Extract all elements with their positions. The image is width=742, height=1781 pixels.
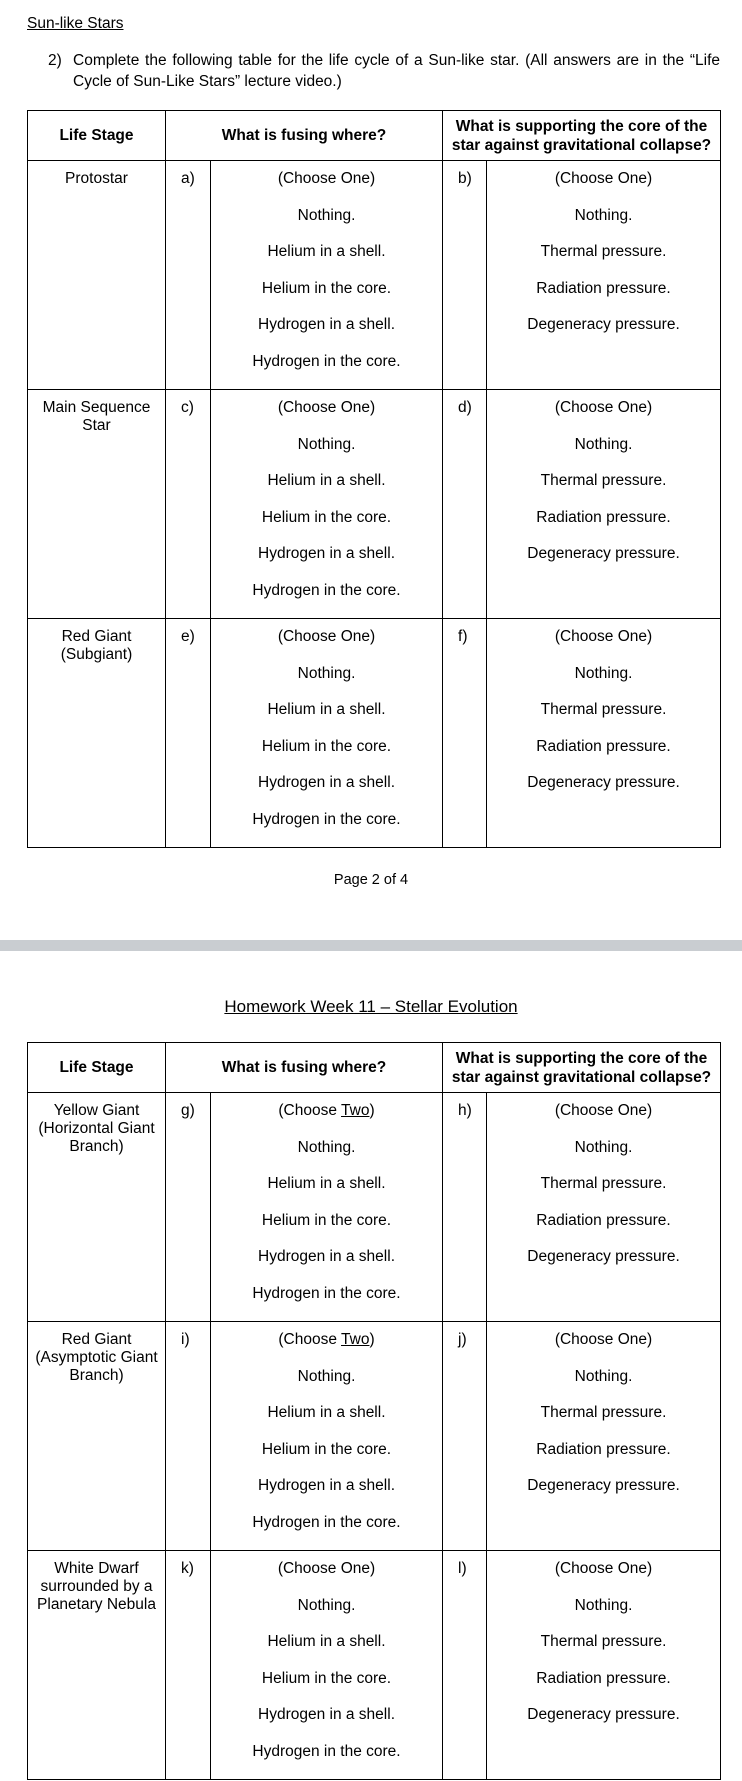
option-degeneracy-pressure[interactable]: Degeneracy pressure. — [527, 545, 680, 562]
answer-label: c) — [166, 390, 211, 619]
choose-instruction: (Choose One) — [554, 1331, 653, 1348]
option-helium-core[interactable]: Helium in the core. — [261, 737, 392, 755]
option-thermal-pressure[interactable]: Thermal pressure. — [540, 1633, 667, 1650]
answer-label: b) — [443, 161, 487, 390]
option-degeneracy-pressure[interactable]: Degeneracy pressure. — [527, 1248, 680, 1265]
support-options-cell — [487, 1551, 721, 1780]
question-2 — [48, 50, 720, 92]
choose-instruction: (Choose One) — [554, 399, 653, 416]
life-cycle-table-part-1 — [27, 110, 721, 848]
answer-label: l) — [443, 1551, 487, 1780]
table-header-row — [28, 1043, 721, 1093]
document-page-3 — [0, 951, 742, 1781]
option-helium-core[interactable]: Helium in the core. — [261, 1669, 392, 1687]
header-life-stage: Life Stage — [28, 111, 166, 161]
option-hydrogen-core[interactable]: Hydrogen in the core. — [252, 1513, 401, 1531]
life-stage-cell: White Dwarf surrounded by a Planetary Nebula — [28, 1551, 166, 1780]
table-row — [28, 1322, 721, 1551]
choose-instruction: (Choose One) — [277, 399, 376, 416]
answer-label: f) — [443, 619, 487, 848]
option-degeneracy-pressure[interactable]: Degeneracy pressure. — [527, 774, 680, 791]
option-hydrogen-shell[interactable]: Hydrogen in a shell. — [258, 774, 395, 791]
option-hydrogen-shell[interactable]: Hydrogen in a shell. — [258, 1706, 395, 1723]
table-row — [28, 390, 721, 619]
support-options-cell — [487, 1322, 721, 1551]
option-radiation-pressure[interactable]: Radiation pressure. — [536, 1211, 671, 1229]
section-heading: Sun-like Stars — [27, 15, 124, 32]
fusing-options-cell — [211, 161, 443, 390]
life-stage-cell: Protostar — [28, 161, 166, 390]
table-row — [28, 1551, 721, 1780]
option-degeneracy-pressure[interactable]: Degeneracy pressure. — [527, 316, 680, 333]
option-hydrogen-core[interactable]: Hydrogen in the core. — [252, 581, 401, 599]
answer-label: g) — [166, 1093, 211, 1322]
option-helium-core[interactable]: Helium in the core. — [261, 1211, 392, 1229]
option-nothing[interactable]: Nothing. — [574, 1138, 633, 1156]
choose-instruction — [211, 1102, 442, 1139]
choose-suffix: ) — [369, 1331, 375, 1348]
option-hydrogen-shell[interactable]: Hydrogen in a shell. — [258, 1477, 395, 1494]
option-helium-core[interactable]: Helium in the core. — [261, 1440, 392, 1458]
option-helium-core[interactable]: Helium in the core. — [261, 508, 392, 526]
option-thermal-pressure[interactable]: Thermal pressure. — [540, 701, 667, 718]
option-nothing[interactable]: Nothing. — [297, 206, 356, 224]
choose-suffix: ) — [369, 1102, 375, 1119]
table-row — [28, 619, 721, 848]
answer-label: i) — [166, 1322, 211, 1551]
option-radiation-pressure[interactable]: Radiation pressure. — [536, 1440, 671, 1458]
option-helium-shell[interactable]: Helium in a shell. — [267, 243, 386, 260]
choose-prefix: (Choose — [278, 1102, 342, 1119]
option-nothing[interactable]: Nothing. — [297, 1138, 356, 1156]
option-nothing[interactable]: Nothing. — [297, 435, 356, 453]
life-stage-cell: Red Giant (Asymptotic Giant Branch) — [28, 1322, 166, 1551]
choose-prefix: (Choose — [278, 1331, 342, 1348]
option-radiation-pressure[interactable]: Radiation pressure. — [536, 279, 671, 297]
life-cycle-table-part-2 — [27, 1042, 721, 1780]
life-stage-cell: Red Giant (Subgiant) — [28, 619, 166, 848]
answer-label: d) — [443, 390, 487, 619]
life-stage-cell: Yellow Giant (Horizontal Giant Branch) — [28, 1093, 166, 1322]
option-degeneracy-pressure[interactable]: Degeneracy pressure. — [527, 1477, 680, 1494]
question-text: Complete the following table for the life cycle of a Sun-like star. (All answers are in the “Life Cycle of Sun-Like Stars” lecture video.) — [73, 52, 720, 90]
option-helium-shell[interactable]: Helium in a shell. — [267, 1175, 386, 1192]
option-nothing[interactable]: Nothing. — [297, 664, 356, 682]
header-fusing: What is fusing where? — [166, 1043, 443, 1093]
option-hydrogen-core[interactable]: Hydrogen in the core. — [252, 352, 401, 370]
answer-label: a) — [166, 161, 211, 390]
fusing-options-cell — [211, 1093, 443, 1322]
option-radiation-pressure[interactable]: Radiation pressure. — [536, 1669, 671, 1687]
fusing-options-cell — [211, 619, 443, 848]
option-hydrogen-core[interactable]: Hydrogen in the core. — [252, 1284, 401, 1302]
header-support: What is supporting the core of the star against gravitational collapse? — [443, 111, 721, 161]
choose-instruction: (Choose One) — [277, 170, 376, 187]
question-number: 2) — [48, 52, 62, 69]
answer-label: h) — [443, 1093, 487, 1322]
option-radiation-pressure[interactable]: Radiation pressure. — [536, 737, 671, 755]
option-hydrogen-core[interactable]: Hydrogen in the core. — [252, 1742, 401, 1760]
life-stage-cell: Main Sequence Star — [28, 390, 166, 619]
option-degeneracy-pressure[interactable]: Degeneracy pressure. — [527, 1706, 680, 1723]
table-row — [28, 1093, 721, 1322]
answer-label: k) — [166, 1551, 211, 1780]
support-options-cell — [487, 390, 721, 619]
table-row — [28, 161, 721, 390]
fusing-options-cell — [211, 1322, 443, 1551]
answer-label: j) — [443, 1322, 487, 1551]
choose-instruction: (Choose One) — [554, 1102, 653, 1119]
option-nothing[interactable]: Nothing. — [574, 1367, 633, 1385]
option-hydrogen-shell[interactable]: Hydrogen in a shell. — [258, 1248, 395, 1265]
answer-label: e) — [166, 619, 211, 848]
table-header-row — [28, 111, 721, 161]
choose-instruction — [211, 1331, 442, 1368]
option-nothing[interactable]: Nothing. — [574, 435, 633, 453]
fusing-options-cell — [211, 1551, 443, 1780]
option-helium-shell[interactable]: Helium in a shell. — [267, 1404, 386, 1421]
header-fusing: What is fusing where? — [166, 111, 443, 161]
header-life-stage: Life Stage — [28, 1043, 166, 1093]
choose-instruction: (Choose One) — [277, 628, 376, 645]
option-helium-shell[interactable]: Helium in a shell. — [267, 472, 386, 489]
choose-instruction: (Choose One) — [554, 170, 653, 187]
option-hydrogen-shell[interactable]: Hydrogen in a shell. — [258, 316, 395, 333]
option-thermal-pressure[interactable]: Thermal pressure. — [540, 1175, 667, 1192]
support-options-cell — [487, 619, 721, 848]
choose-instruction: (Choose One) — [554, 628, 653, 645]
option-nothing[interactable]: Nothing. — [574, 664, 633, 682]
support-options-cell — [487, 161, 721, 390]
page-number: Page 2 of 4 — [333, 872, 409, 888]
option-nothing[interactable]: Nothing. — [297, 1596, 356, 1614]
option-thermal-pressure[interactable]: Thermal pressure. — [540, 243, 667, 260]
option-helium-core[interactable]: Helium in the core. — [261, 279, 392, 297]
option-nothing[interactable]: Nothing. — [574, 206, 633, 224]
option-hydrogen-shell[interactable]: Hydrogen in a shell. — [258, 545, 395, 562]
page-separator — [0, 940, 742, 951]
option-helium-shell[interactable]: Helium in a shell. — [267, 701, 386, 718]
choose-instruction: (Choose One) — [554, 1560, 653, 1577]
option-helium-shell[interactable]: Helium in a shell. — [267, 1633, 386, 1650]
document-title: Homework Week 11 – Stellar Evolution — [224, 997, 518, 1016]
choose-count: Two — [341, 1331, 370, 1348]
option-nothing[interactable]: Nothing. — [297, 1367, 356, 1385]
choose-instruction: (Choose One) — [277, 1560, 376, 1577]
fusing-options-cell — [211, 390, 443, 619]
option-nothing[interactable]: Nothing. — [574, 1596, 633, 1614]
option-radiation-pressure[interactable]: Radiation pressure. — [536, 508, 671, 526]
support-options-cell — [487, 1093, 721, 1322]
option-thermal-pressure[interactable]: Thermal pressure. — [540, 1404, 667, 1421]
header-support: What is supporting the core of the star against gravitational collapse? — [443, 1043, 721, 1093]
choose-count: Two — [341, 1102, 370, 1119]
option-thermal-pressure[interactable]: Thermal pressure. — [540, 472, 667, 489]
option-hydrogen-core[interactable]: Hydrogen in the core. — [252, 810, 401, 828]
